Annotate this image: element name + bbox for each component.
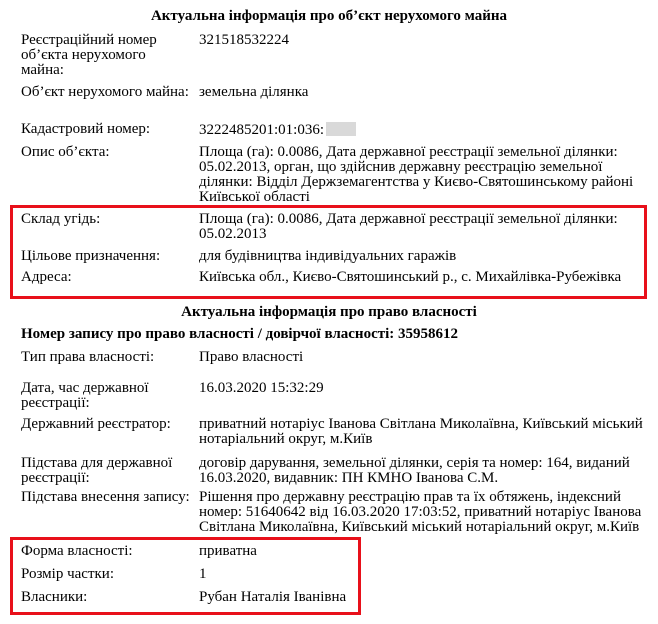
record-number-heading: Номер запису про право власності / довірчої власності: 35958612 (21, 326, 459, 342)
redaction-block (326, 122, 356, 136)
entry-basis-label: Підстава внесення запису: (21, 489, 190, 505)
ownership-form-label: Форма власності: (21, 543, 133, 559)
cadastral-number-value: 3222485201:01:036: (199, 122, 325, 138)
address-label: Адреса: (21, 269, 72, 285)
property-object-value: земельна ділянка (199, 84, 309, 100)
registration-datetime-label: Дата, час державної реєстрації: (21, 380, 149, 411)
object-description-value: Площа (га): 0.0086, Дата державної реєстрації земельної ділянки: 05.02.2013, орган, що здійснив державну реєстрацію земельної ділянки: Відділ Держземагентства у Києво-Святошинському районі Київської області (199, 144, 634, 205)
ownership-type-value: Право власності (199, 349, 304, 365)
registration-basis-value: договір дарування, земельної ділянки, серія та номер: 164, виданий 16.03.2020, видавник: ПН КМНО Іванова С.М. (199, 455, 630, 486)
object-description-label: Опис об’єкта: (21, 144, 110, 160)
owners-value: Рубан Наталія Іванівна (199, 589, 347, 605)
property-object-label: Об’єкт нерухомого майна: (21, 84, 189, 100)
cadastral-number-label: Кадастровий номер: (21, 121, 151, 137)
land-composition-label: Склад угідь: (21, 211, 101, 227)
intended-purpose-label: Цільове призначення: (21, 248, 161, 264)
ownership-section-title: Актуальна інформація про право власності (181, 304, 477, 320)
state-registrar-label: Державний реєстратор: (21, 416, 171, 432)
registration-number-label: Реєстраційний номер об’єкта нерухомого майна: (21, 32, 157, 78)
share-size-value: 1 (199, 566, 207, 582)
ownership-form-value: приватна (199, 543, 257, 559)
registration-basis-label: Підстава для державної реєстрації: (21, 455, 173, 486)
intended-purpose-value: для будівництва індивідуальних гаражів (199, 248, 457, 264)
share-size-label: Розмір частки: (21, 566, 114, 582)
owners-label: Власники: (21, 589, 88, 605)
registration-datetime-value: 16.03.2020 15:32:29 (199, 380, 324, 396)
cadastral-number-row (199, 122, 645, 138)
land-composition-value: Площа (га): 0.0086, Дата державної реєстрації земельної ділянки: 05.02.2013 (199, 211, 618, 242)
ownership-type-label: Тип права власності: (21, 349, 155, 365)
address-value: Київська обл., Києво-Святошинський р., с. Михайлівка-Рубежівка (199, 269, 622, 285)
registration-number-value: 321518532224 (199, 32, 289, 48)
state-registrar-value: приватний нотаріус Іванова Світлана Миколаївна, Київський міський нотаріальний округ, м.Київ (199, 416, 643, 447)
entry-basis-value: Рішення про державну реєстрацію прав та їх обтяжень, індексний номер: 51640642 від 16.03.2020 17:03:52, приватний нотаріус Іванова Світлана Миколаївна, Київський міський нотаріальний округ, м.Київ (199, 489, 642, 535)
property-section-title: Актуальна інформація про об’єкт нерухомого майна (150, 8, 508, 24)
